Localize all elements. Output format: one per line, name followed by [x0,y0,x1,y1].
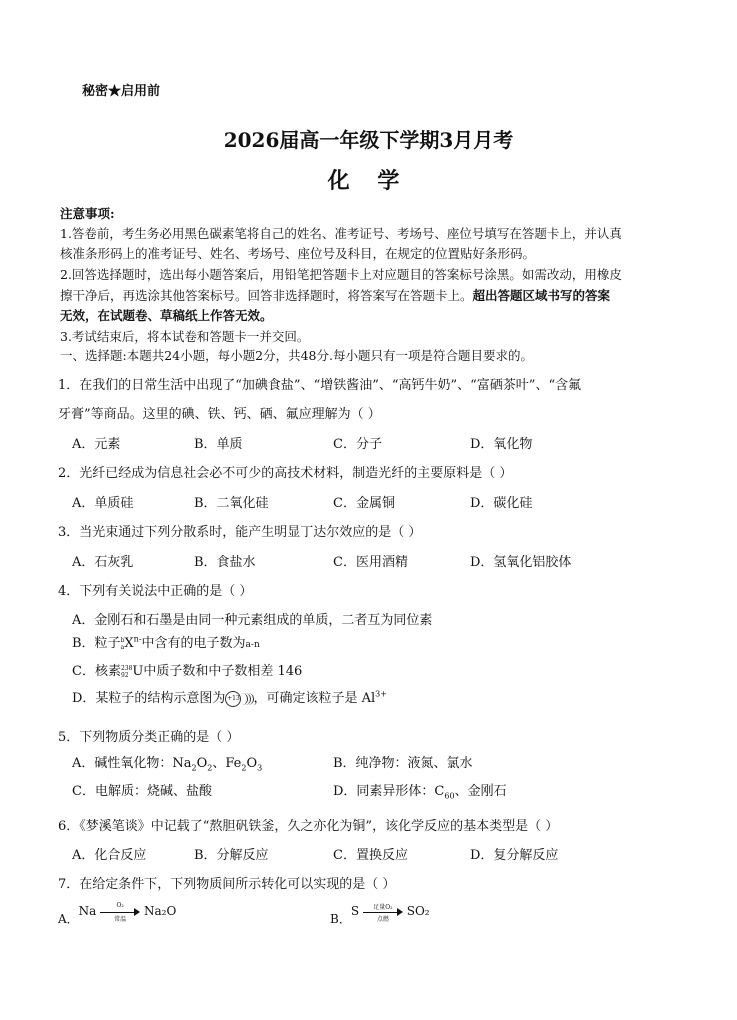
note-2-line-1: 2.回答选择题时，选出每小题答案后，用铅笔把答题卡上对应题目的答案标号涂黑。如需改动，用橡皮 [60,267,622,282]
q3-option-a: A．石灰乳 [72,555,134,570]
q4-b-symbol: X [124,636,134,651]
q5-a-sub-1: 2 [191,763,197,773]
q2-option-a: A．单质硅 [72,496,134,511]
q7-a-condition-bottom: 常温 [114,915,127,923]
reaction-arrow-icon [100,901,140,923]
q7-a-product: Na₂O [143,904,177,918]
q5-a-iron: 、Fe [212,756,242,771]
q3-option-c: C．医用酒精 [333,555,408,570]
q4-stem: 4．下列有关说法中正确的是（ ） [58,584,253,599]
electron-shells-icon [241,692,253,706]
q1-stem-line-2: 牙膏”等商品。这里的碘、铁、钙、硒、氟应理解为（ ） [58,407,381,422]
note-1-line-2: 核准条形码上的准考证号、姓名、考场号、座位号及科目，在规定的位置贴好条形码。 [60,246,536,261]
q5-option-c: C．电解质：烧碱、盐酸 [72,784,212,799]
q7-option-a [58,901,177,926]
q7-b-reactant: S [350,904,360,918]
q1-stem-line-1: 1．在我们的日常生活中出现了“加碘食盐”、“增铁酱油”、“高钙牛奶”、“富硒茶叶”、“含氟 [58,378,582,393]
note-2-line-2-text: 擦干净后，再选涂其他答案标号。回答非选择题时，将答案写在答题卡上。 [60,288,473,303]
q4-b-atomic-number: a [120,643,125,651]
q6-option-b: B．分解反应 [194,848,269,863]
q4-c-atomic-number: 92 [120,671,129,679]
q4-option-d [72,687,387,707]
q4-c-prefix: C．核素 [72,664,121,679]
q5-stem: 5．下列物质分类正确的是（ ） [58,730,240,745]
q4-b-value: a-n [245,640,260,650]
q6-option-a: A．化合反应 [72,848,147,863]
q7-stem: 7．在给定条件下，下列物质间所示转化可以实现的是（ ） [58,877,396,892]
q4-d-charge: 3+ [375,689,387,699]
q5-option-a [72,752,262,773]
nucleus-label: +13 [227,694,240,702]
note-2-line-3: 无效，在试题卷、草稿纸上作答无效。 [60,308,273,323]
q5-a-sub-2: 2 [207,763,213,773]
q7-a-reactant: Na [78,904,97,918]
q4-d-suffix: ，可确定该粒子是 Al [253,691,376,706]
q7-a-condition-top: O₂ [116,901,124,909]
q4-b-suffix: 中含有的电子数为 [141,636,246,651]
q1-option-a: A．元素 [72,437,121,452]
q2-stem: 2．光纤已经成为信息社会必不可少的高技术材料，制造光纤的主要原料是（ ） [58,466,513,481]
q4-option-a: A．金刚石和石墨是由同一种元素组成的单质，二者互为同位素 [72,613,433,628]
q5-option-b: B．纯净物：液氮、氯水 [333,756,473,771]
exam-title: 2026届高一年级下学期3月月考 [223,128,514,152]
q5-a-oxygen-2: O [246,756,258,771]
q5-d-suffix: 、金刚石 [454,784,507,799]
q1-option-b: B．单质 [194,437,243,452]
note-2-emphasis: 超出答题区域书写的答案 [472,288,611,303]
subject-title: 化 学 [327,168,410,194]
note-3: 3.考试结束后，将本试卷和答题卡一并交回。 [60,329,310,344]
q2-option-c: C．金属铜 [333,496,395,511]
q7-b-label: B． [330,912,351,926]
reaction-arrow-icon [363,903,403,923]
q2-option-b: B．二氧化硅 [194,496,269,511]
q7-b-condition-bottom: 点燃 [376,915,389,923]
q4-c-symbol: U [132,664,144,679]
q5-d-sub: 60 [444,791,455,801]
q5-option-d [333,780,507,801]
note-2-line-2 [60,286,610,304]
q7-b-condition-top: 足量O₂ [373,903,393,911]
q7-a-label: A． [58,912,79,926]
notes-heading: 注意事项: [60,206,115,221]
q4-b-charge: n- [133,634,142,644]
q7-b-product: SO₂ [406,904,430,918]
q3-stem: 3．当光束通过下列分散系时，能产生明显丁达尔效应的是（ ） [58,525,422,540]
q4-b-prefix: B．粒子 [72,636,121,651]
section-1-heading: 一、选择题:本题共24小题，每小题2分，共48分.每小题只有一项是符合题目要求的。 [60,348,533,363]
q1-option-d: D．氧化物 [470,437,533,452]
q5-a-sub-3: 2 [241,763,247,773]
q5-a-text: A．碱性氧化物：Na [72,756,192,771]
q4-option-c [72,660,302,679]
q3-option-d: D．氢氧化铝胶体 [470,555,572,570]
q5-d-prefix: D．同素异形体：C [333,784,445,799]
q5-a-sub-4: 3 [257,763,263,773]
note-1-line-1: 1.答卷前，考生务必用黑色碳素笔将自己的姓名、准考证号、考场号、座位号填写在答题卡上，并认真 [60,226,622,241]
confidential-label: 秘密★启用前 [82,84,161,99]
q7-option-b [330,902,430,926]
q6-stem: 6．《梦溪笔谈》中记载了“熬胆矾铁釜，久之亦化为铜”，该化学反应的基本类型是（ ） [58,819,559,834]
q6-option-c: C．置换反应 [333,848,408,863]
q4-c-suffix: 中质子数和中子数相差 146 [143,664,303,679]
q4-option-b [72,632,260,651]
q4-d-prefix: D．某粒子的结构示意图为 [72,691,226,706]
q2-option-d: D．碳化硅 [470,496,533,511]
q4-c-mass-number: 238 [120,664,133,672]
q3-option-b: B．食盐水 [194,555,256,570]
q6-option-d: D．复分解反应 [470,848,559,863]
q5-a-oxygen-1: O [196,756,208,771]
atomic-structure-diagram [225,691,241,707]
q4-b-mass-number: b [120,636,125,644]
q1-option-c: C．分子 [333,437,382,452]
